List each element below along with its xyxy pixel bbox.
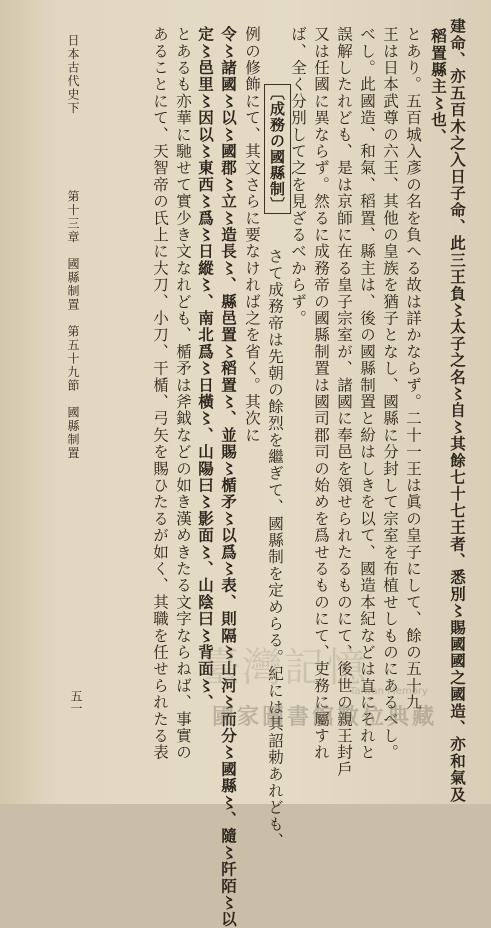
text-column-6: 誤解したれども、是は京師に在る皇子宗室が、諸國に奉邑を領せられたるものにて、後世の親王封戶	[335, 26, 353, 778]
text-column-4: 王は日本武尊の六王、其他の皇族を猶子となし、國縣に分封して宗室を布植せしものにあるべし。	[381, 26, 399, 761]
watermark-english: Taiwan Memory	[350, 686, 428, 697]
page-number: 五一	[69, 690, 83, 714]
text-column-1: 建命、亦五百木之入日子命、此三王負〻太子之名〻自〻其餘七十七王者、悉別〻賜國國之國造、亦和氣及	[448, 18, 467, 803]
chapter-header: 第十三章 國縣制置 第五十九節 國縣制置	[66, 190, 80, 460]
text-column-11: 令〻諸國〻以〻國郡〻立〻造長〻、縣邑置〻稻置〻、並賜〻楯矛〻以爲〻表、則隔〻山河〻而分〻國縣〻、隨〻阡陌〻以	[219, 26, 238, 928]
text-column-3: とあり。五百城入彥の名を負へる故は詳かならず。二十一王は眞の皇子にして、餘の五十九	[404, 26, 422, 711]
text-column-13: とあるも亦華に馳せて實少き文なれども、楯矛は斧鉞などの如き漢めきたる文字ならねば、事實の	[174, 26, 192, 761]
text-column-12: 定〻邑里〻因以〻東西〻爲〻日縱〻、南北爲〻日橫〻、山陽曰〻影面〻、山陰曰〻背面〻、	[196, 26, 215, 711]
watermark-text: 國家圖書館數位典藏	[212, 705, 438, 730]
watermark-seal: 臺灣記憶	[200, 645, 368, 691]
text-column-2: 稻置縣主〻也、	[429, 28, 448, 145]
text-column-9: さて成務帝は先朝の餘烈を繼ぎて、國縣制を定めらる。紀には其詔勅あれども、	[266, 248, 284, 850]
text-column-14: あることにて、天智帝の氏上に大刀、小刀、干楯、弓矢を賜ひたるが如く、其職を任せられたる表	[151, 26, 169, 761]
text-column-5: べし。此國造、和氣、稻置、縣主は、後の國縣制置と紛はしきを以て、國造本紀などは直にそれと	[358, 26, 376, 761]
text-column-7: 又は任國に異ならず。然るに成務帝の國縣制置は國司郡司の始めを爲せるものにて、吏務に屬すれ	[312, 26, 330, 761]
section-heading: 〔成務の國縣制〕	[264, 84, 291, 214]
text-column-8: ば、全く分別して之を見ざるべからず。	[289, 26, 307, 327]
running-title: 日本古代史下	[66, 34, 80, 115]
text-column-10: 例の修飾にて、其文さらに要なければ之を省く。其次に	[243, 26, 261, 444]
